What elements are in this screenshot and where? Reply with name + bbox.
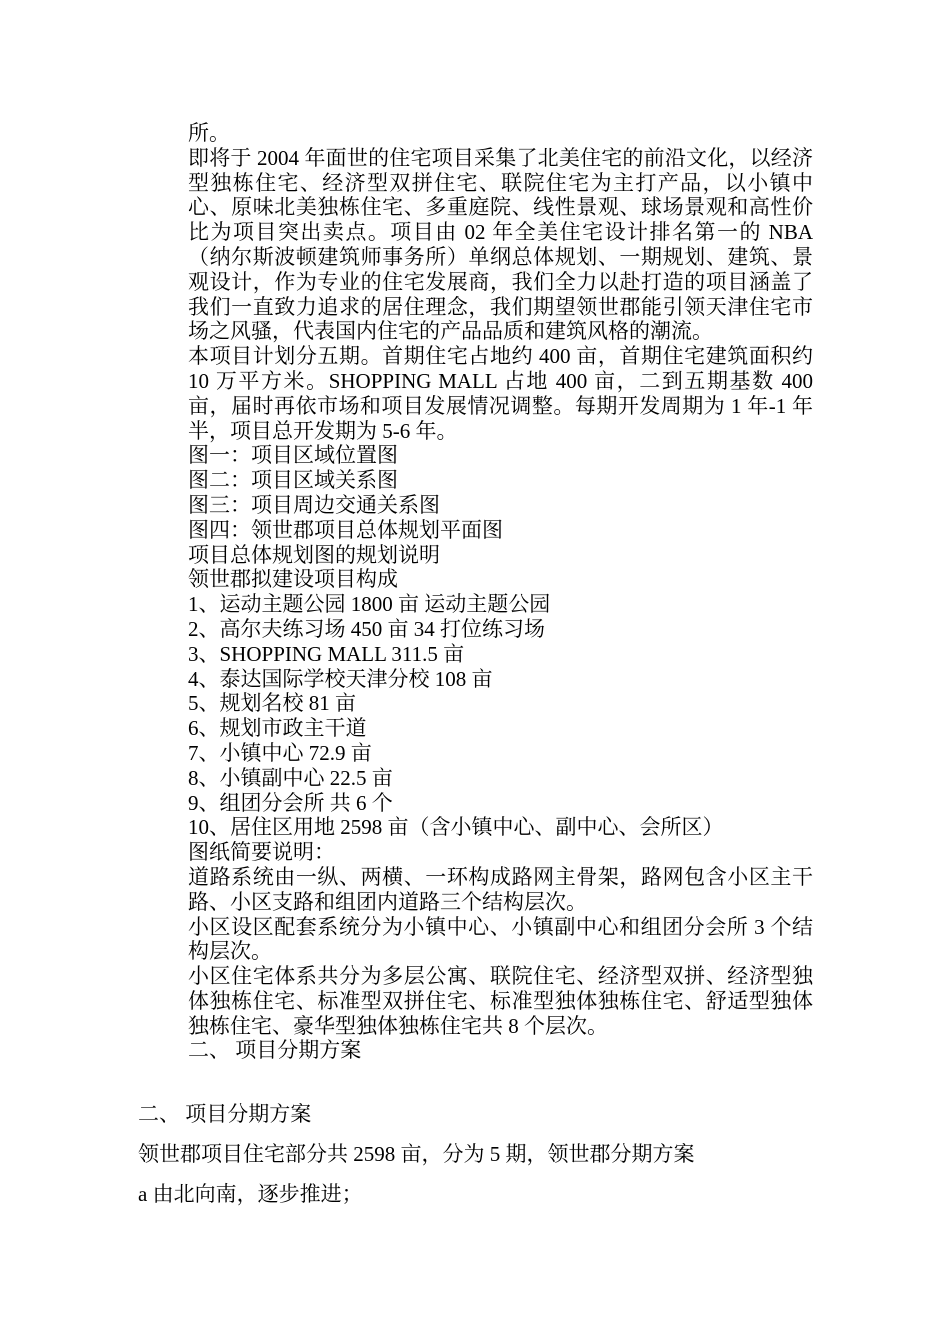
- list-item: 5、规划名校 81 亩: [188, 691, 356, 716]
- figure-caption-2: 图二：项目区域关系图: [188, 468, 398, 493]
- paragraph-phasing-direction-text: a 由北向南，逐步推进；: [138, 1182, 363, 1206]
- paragraph-facility-system: 小区设区配套系统分为小镇中心、小镇副中心和组团分会所 3 个结构层次。: [188, 914, 813, 964]
- figure-caption-1: 图一：项目区域位置图: [188, 443, 398, 468]
- body-block: [188, 121, 813, 1063]
- drawing-notes-title: 图纸简要说明：: [188, 840, 335, 865]
- paragraph-tail: 所。: [188, 121, 230, 145]
- paragraph-phasing-plan: [138, 1142, 838, 1167]
- paragraph-phasing-plan-text: 领世郡项目住宅部分共 2598 亩，分为 5 期，领世郡分期方案: [138, 1142, 695, 1166]
- figure-caption-3: 图三：项目周边交通关系图: [188, 492, 440, 517]
- paragraph-housing-system: 小区住宅体系共分为多层公寓、联院住宅、经济型双拼、经济型独体独栋住宅、标准型双拼住宅、标准型独体独栋住宅、舒适型独体独栋住宅、豪华型独体独栋住宅共 8 个层次。: [188, 964, 813, 1038]
- paragraph-phasing-direction: [138, 1182, 838, 1207]
- list-item: 4、泰达国际学校天津分校 108 亩: [188, 666, 493, 691]
- list-item: 6、规划市政主干道: [188, 716, 367, 741]
- list-item: 10、居住区用地 2598 亩（含小镇中心、副中心、会所区）: [188, 815, 724, 840]
- plan-title: 项目总体规划图的规划说明: [188, 542, 440, 567]
- figure-caption-4: 图四：领世郡项目总体规划平面图: [188, 517, 503, 542]
- section-heading: [138, 1102, 838, 1127]
- section-heading-text: 二、 项目分期方案: [138, 1102, 312, 1126]
- paragraph-road-system: 道路系统由一纵、两横、一环构成路网主骨架，路网包含小区主干路、小区支路和组团内道路三个结构层次。: [188, 864, 813, 914]
- list-item: 3、SHOPPING MALL 311.5 亩: [188, 641, 465, 666]
- list-item: 8、小镇副中心 22.5 亩: [188, 765, 393, 790]
- paragraph-phases: 本项目计划分五期。首期住宅占地约 400 亩，首期住宅建筑面积约 10 万平方米。SHOPPING MALL 占地 400 亩，二到五期基数 400 亩，届时再依市场和项目发展情况调整。每期开发周期为 1 年-1 年半，项目总开发期为 5-6 年。: [188, 344, 813, 443]
- list-item: 9、组团分会所 共 6 个: [188, 790, 393, 815]
- list-item: 1、运动主题公园 1800 亩 运动主题公园: [188, 592, 551, 617]
- list-item: 2、高尔夫练习场 450 亩 34 打位练习场: [188, 616, 545, 641]
- section-heading-inline: 二、 项目分期方案: [188, 1038, 362, 1063]
- paragraph-intro: 即将于 2004 年面世的住宅项目采集了北美住宅的前沿文化，以经济型独栋住宅、经济型双拼住宅、联院住宅为主打产品，以小镇中心、原味北美独栋住宅、多重庭院、线性景观、球场景观和高性价比为项目突出卖点。项目由 02 年全美住宅设计排名第一的 NBA（纳尔斯波顿建筑师事务所）单纲总体规划、一期规划、建筑、景观设计，作为专业的住宅发展商，我们全力以赴打造的项目涵盖了我们一直致力追求的居住理念，我们期望领世郡能引领天津住宅市场之风骚，代表国内住宅的产品品质和建筑风格的潮流。: [188, 145, 813, 344]
- composition-title: 领世郡拟建设项目构成: [188, 567, 398, 592]
- list-item: 7、小镇中心 72.9 亩: [188, 740, 372, 765]
